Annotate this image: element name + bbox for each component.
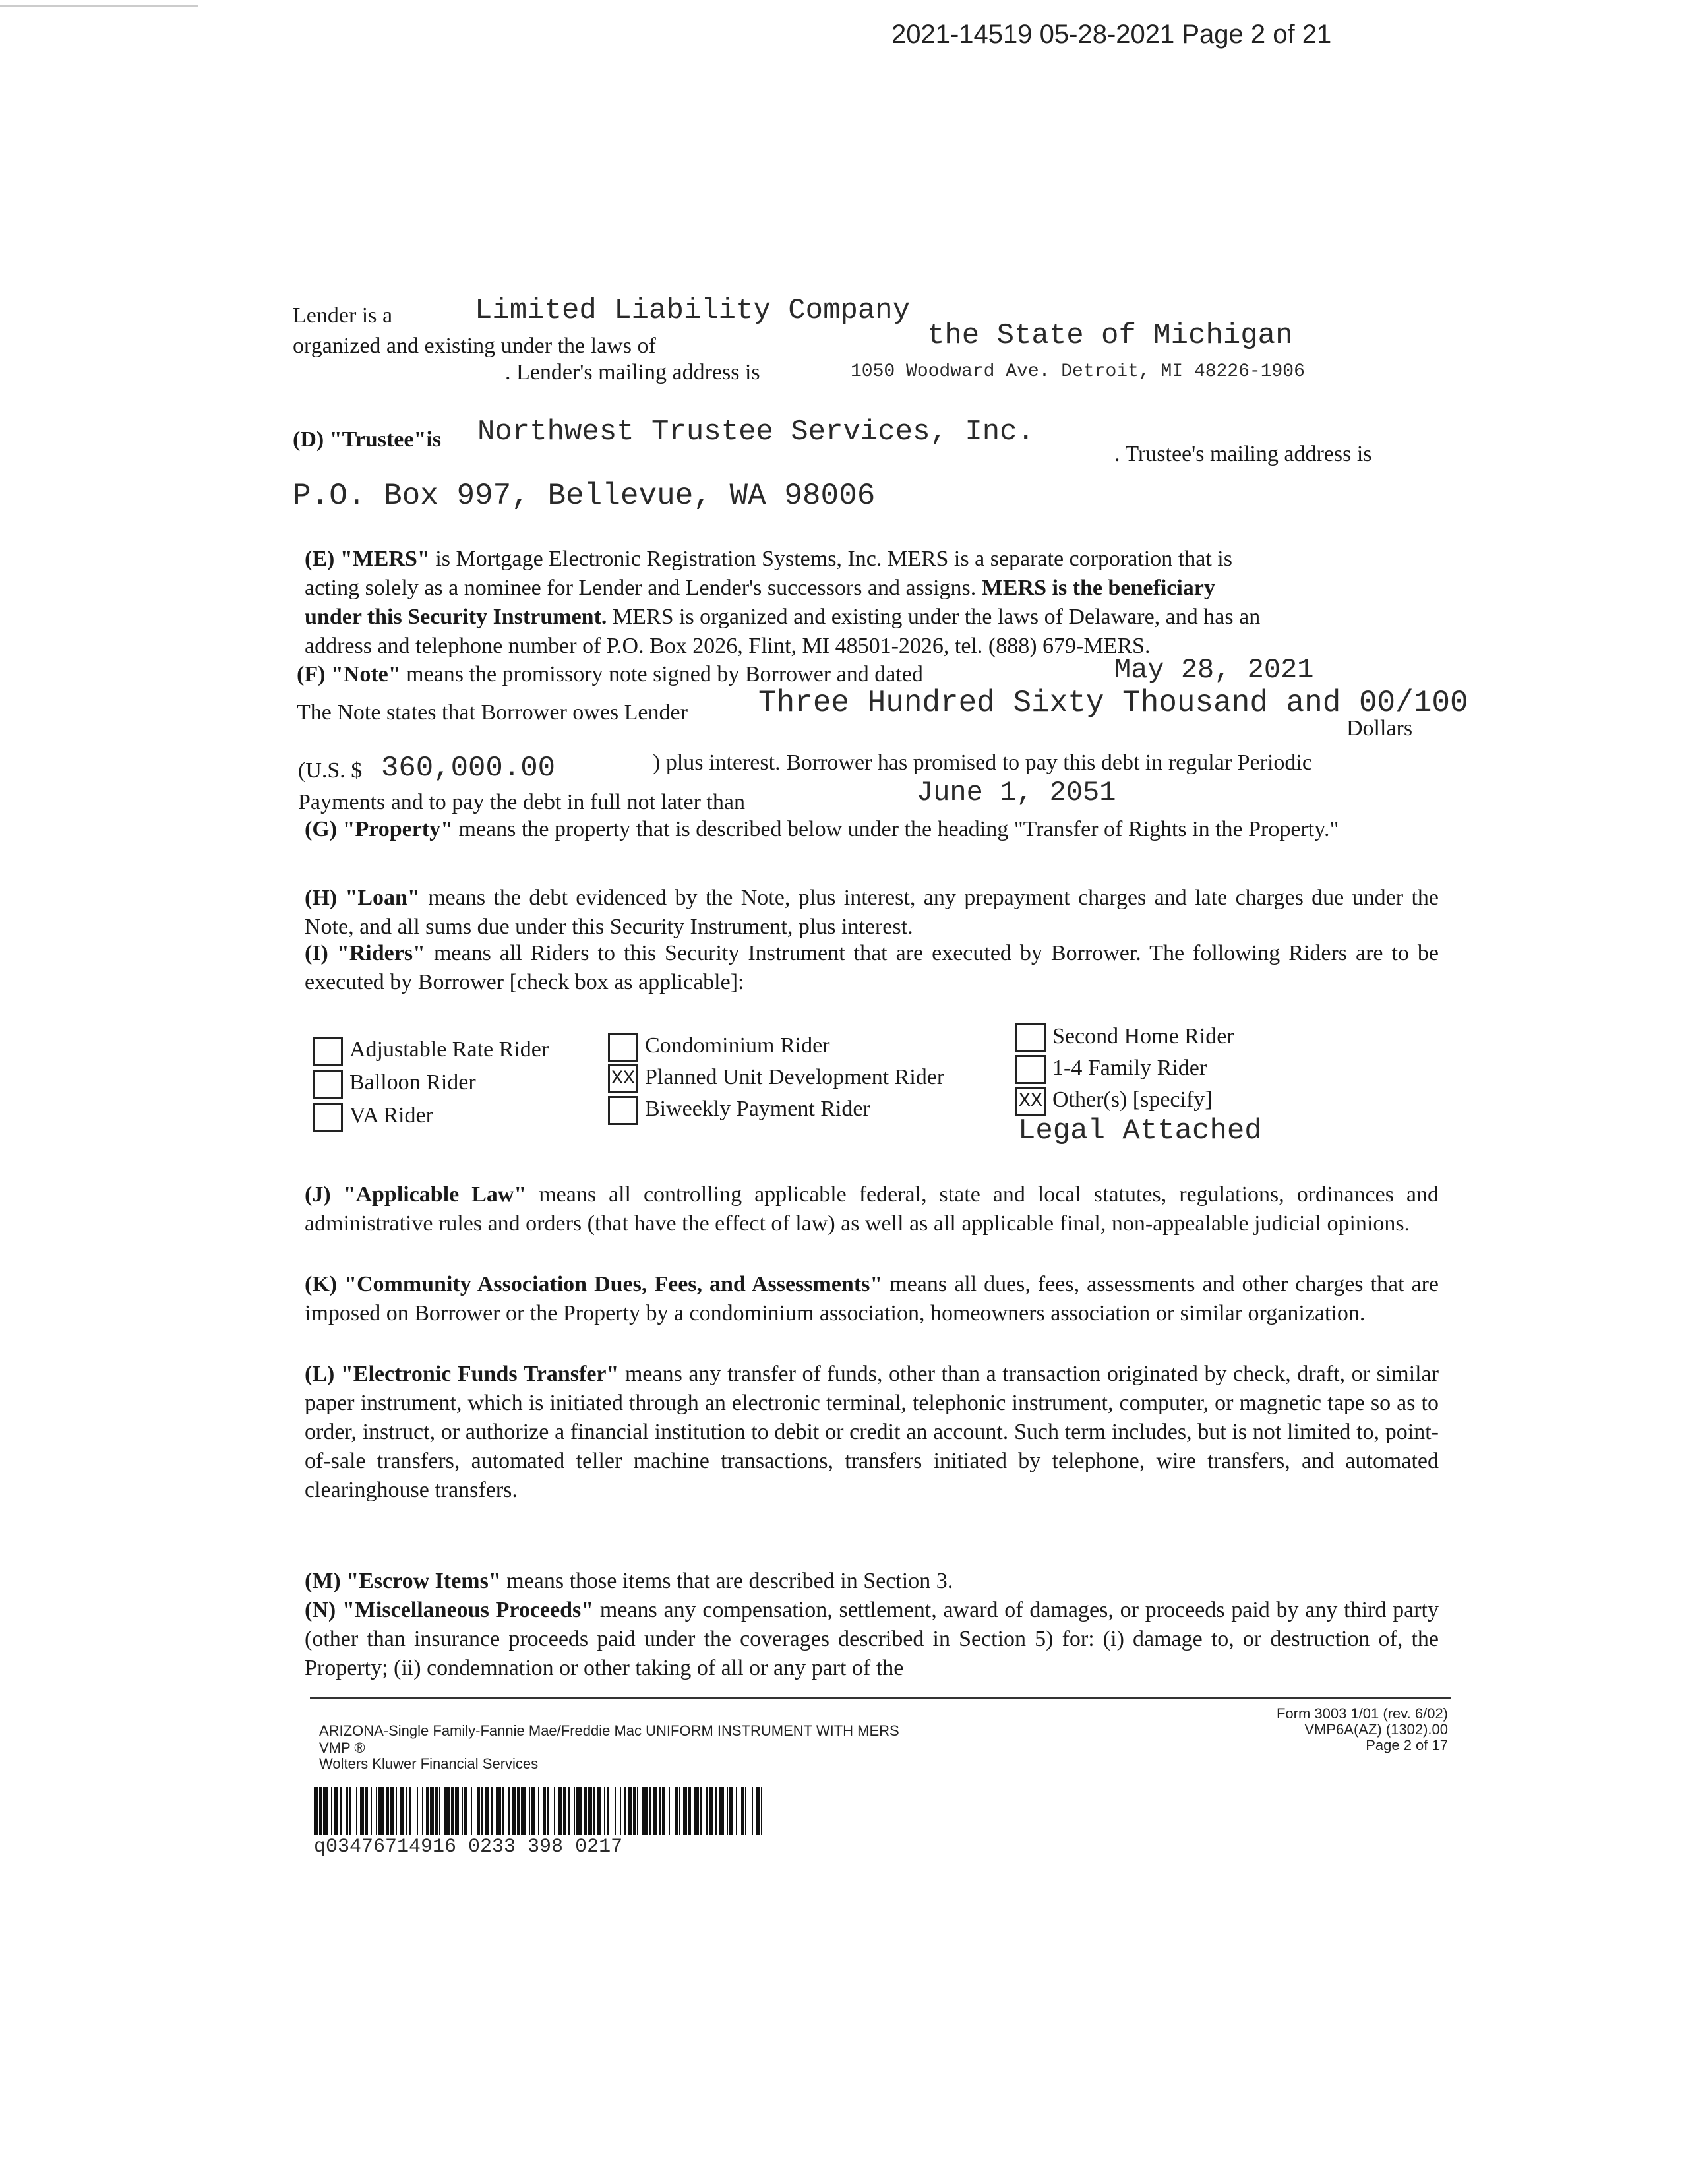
recording-header: 2021-14519 05-28-2021 Page 2 of 21 [891,20,1332,49]
property-definition: (G) "Property" means the property that is described below under the heading "Transfer of Rights in the Property." [305,817,1339,841]
lender-address: 1050 Woodward Ave. Detroit, MI 48226-1906 [851,361,1305,382]
footer-form-number: Form 3003 1/01 (rev. 6/02) [1276,1705,1448,1722]
rider-option: Balloon Rider [313,1070,476,1099]
note-maturity-date: June 1, 2051 [917,777,1116,808]
note-owes-label: The Note states that Borrower owes Lender [297,700,688,725]
lender-is-a-label: Lender is a [293,303,393,328]
note-us-label: (U.S. $ [298,758,363,783]
trustee-address: P.O. Box 997, Bellevue, WA 98006 [293,479,876,513]
footer-page-number: Page 2 of 17 [1366,1737,1448,1753]
note-amount: 360,000.00 [381,752,556,785]
misc-proceeds-definition: (N) "Miscellaneous Proceeds" means any compensation, settlement, award of damages, or proceeds paid by any third party (other than insurance proceeds paid under the coverages described in Section 5) for: (i) damage to, or destruction of, the Property; (ii) condemnation or other taking of all or any part of the [305,1598,1439,1680]
footer-form-title: ARIZONA-Single Family-Fannie Mae/Freddie Mac UNIFORM INSTRUMENT WITH MERS [319,1722,899,1739]
footer-rule [310,1697,1451,1699]
trustee-mailing-label: . Trustee's mailing address is [1114,442,1372,466]
trustee-name: Northwest Trustee Services, Inc. [477,415,1035,448]
note-amount-words: Three Hundred Sixty Thousand and 00/100 [758,686,1468,720]
applicable-law-definition: (J) "Applicable Law" means all controlling applicable federal, state and local statutes, regulations, ordinances and administrative rules and orders (that have the effect of law) as well as all applicable final, non-appealable judicial opinions. [305,1182,1439,1236]
rider-checkbox[interactable]: XX [1015,1087,1046,1116]
rider-option: XX Planned Unit Development Rider [608,1064,944,1093]
note-label: (F) "Note" means the promissory note signed by Borrower and dated [297,662,923,686]
trustee-label: (D) "Trustee"is [293,427,442,452]
riders-definition: (I) "Riders" means all Riders to this Security Instrument that are executed by Borrower. The following Riders are to be executed by Borrower [check box as applicable]: [305,941,1439,994]
rider-checkbox[interactable] [608,1033,638,1062]
footer-publisher: Wolters Kluwer Financial Services [319,1755,539,1772]
mers-paragraph: (E) "MERS" is Mortgage Electronic Registration Systems, Inc. MERS is a separate corporation that is acting solely as a nominee for Lender and Lender's successors and assigns. MERS is the beneficiary under this Security Instrument. MERS is organized and existing under the laws of Delaware, and has an address and telephone number of P.O. Box 2026, Flint, MI 48501-2026, tel. (888) 679-MERS. [305,547,1261,658]
rider-checkbox[interactable] [1015,1055,1046,1084]
eft-definition: (L) "Electronic Funds Transfer" means any transfer of funds, other than a transaction originated by check, draft, or similar paper instrument, which is initiated through an electronic terminal, telephonic instrument, computer, or magnetic tape so as to order, instruct, or authorize a financial institution to debit or credit an account. Such term includes, but is not limited to, point-of-sale transfers, automated teller machine transactions, transfers initiated by telephone, wire transfers, and automated clearinghouse transfers. [305,1362,1439,1502]
rider-checkbox[interactable] [313,1037,343,1066]
lender-organized-label: organized and existing under the laws of [293,334,656,358]
rider-other-specify: Legal Attached [1018,1114,1262,1147]
note-dollars-label: Dollars [1346,716,1413,741]
footer-form-code: VMP6A(AZ) (1302).00 [1304,1721,1448,1738]
rider-checkbox[interactable] [608,1096,638,1125]
rider-option: 1-4 Family Rider [1015,1055,1207,1084]
barcode-text: q03476714916 0233 398 0217 [314,1836,623,1858]
rider-checkbox[interactable]: XX [608,1064,638,1093]
rider-checkbox[interactable] [1015,1023,1046,1052]
rider-option: VA Rider [313,1103,433,1132]
rider-option: Biweekly Payment Rider [608,1096,870,1125]
lender-mailing-label: . Lender's mailing address is [505,360,760,384]
footer-vmp: VMP ® [319,1740,365,1756]
rider-option: XX Other(s) [specify] [1015,1087,1213,1116]
barcode [314,1787,762,1835]
rider-option: Second Home Rider [1015,1023,1234,1052]
rider-checkbox[interactable] [313,1103,343,1132]
lender-type: Limited Liability Company [475,294,911,327]
note-interest-text: ) plus interest. Borrower has promised to pay this debt in regular Periodic [653,750,1312,775]
rider-checkbox[interactable] [313,1070,343,1099]
lender-state: the State of Michigan [927,319,1293,352]
loan-definition: (H) "Loan" means the debt evidenced by the Note, plus interest, any prepayment charges and late charges due under the Note, and all sums due under this Security Instrument, plus interest. [305,886,1439,939]
rider-option: Condominium Rider [608,1033,830,1062]
scan-mark [0,5,198,7]
community-association-definition: (K) "Community Association Dues, Fees, and Assessments" means all dues, fees, assessments and other charges that are imposed on Borrower or the Property by a condominium association, homeowners association or similar organization. [305,1272,1439,1325]
note-payments-text: Payments and to pay the debt in full not later than [298,790,745,814]
rider-option: Adjustable Rate Rider [313,1037,549,1066]
note-date: May 28, 2021 [1114,654,1314,686]
escrow-items-definition: (M) "Escrow Items" means those items that are described in Section 3. [305,1569,953,1593]
